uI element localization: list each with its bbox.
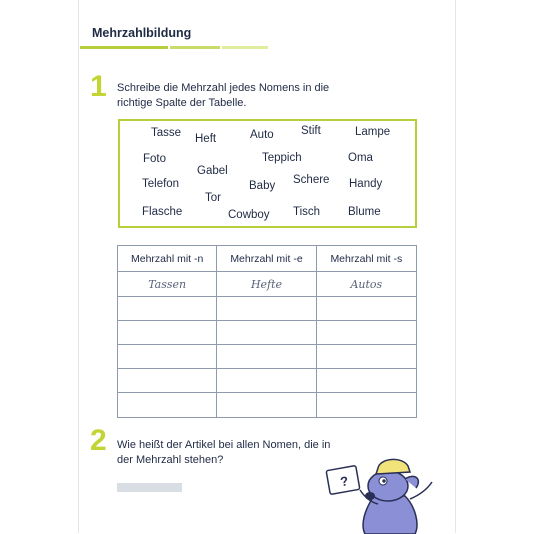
answer-cell[interactable] (217, 369, 316, 393)
answer-cell[interactable] (118, 393, 217, 417)
title-underline (222, 46, 268, 49)
answer-cell[interactable] (217, 345, 316, 369)
task-instruction: Wie heißt der Artikel bei allen Nomen, die in der Mehrzahl stehen? (117, 439, 331, 466)
word: Foto (143, 153, 167, 165)
plural-table (117, 245, 417, 418)
word: Gabel (197, 165, 228, 177)
example-cell: Tassen (118, 272, 217, 297)
word: Lampe (355, 126, 391, 138)
page-title: Mehrzahlbildung (92, 26, 192, 40)
answer-cell[interactable] (317, 321, 416, 345)
answer-cell[interactable] (317, 297, 416, 321)
word: Oma (348, 152, 373, 164)
task-instruction: Schreibe die Mehrzahl jedes Nomens in die richtige Spalte der Tabelle. (117, 82, 330, 109)
example-cell: Autos (317, 272, 416, 297)
word: Tasse (151, 127, 182, 139)
answer-cell[interactable] (118, 345, 217, 369)
mouse-mascot-illustration (320, 454, 440, 534)
word: Schere (293, 174, 330, 186)
word: Heft (195, 133, 217, 145)
table-header: Mehrzahl mit -s (317, 246, 416, 272)
word: Tor (205, 192, 221, 204)
question-card (326, 466, 360, 495)
word: Handy (349, 178, 383, 190)
mascot-body (360, 459, 432, 534)
question-mark: ? (339, 473, 350, 490)
table-header: Mehrzahl mit -n (118, 246, 217, 272)
word: Auto (250, 129, 274, 141)
example-cell: Hefte (217, 272, 316, 297)
answer-cell[interactable] (317, 345, 416, 369)
task-number: 2 (90, 424, 107, 457)
word: Tisch (293, 206, 321, 218)
page-edge (455, 0, 456, 533)
answer-cell[interactable] (217, 321, 316, 345)
answer-cell[interactable] (217, 393, 316, 417)
answer-cell[interactable] (118, 369, 217, 393)
word: Telefon (142, 178, 180, 190)
word: Baby (249, 180, 276, 192)
answer-cell[interactable] (317, 369, 416, 393)
answer-cell[interactable] (118, 321, 217, 345)
task-number: 1 (90, 70, 107, 103)
word: Flasche (142, 206, 183, 218)
answer-field[interactable] (117, 483, 182, 492)
word: Teppich (262, 152, 302, 164)
title-underline (170, 46, 220, 49)
table-header: Mehrzahl mit -e (217, 246, 316, 272)
word: Blume (348, 206, 381, 218)
answer-cell[interactable] (118, 297, 217, 321)
answer-cell[interactable] (317, 393, 416, 417)
word-box (118, 119, 417, 228)
word: Stift (301, 125, 321, 137)
word: Cowboy (228, 209, 270, 221)
title-underline (80, 46, 168, 49)
answer-cell[interactable] (217, 297, 316, 321)
